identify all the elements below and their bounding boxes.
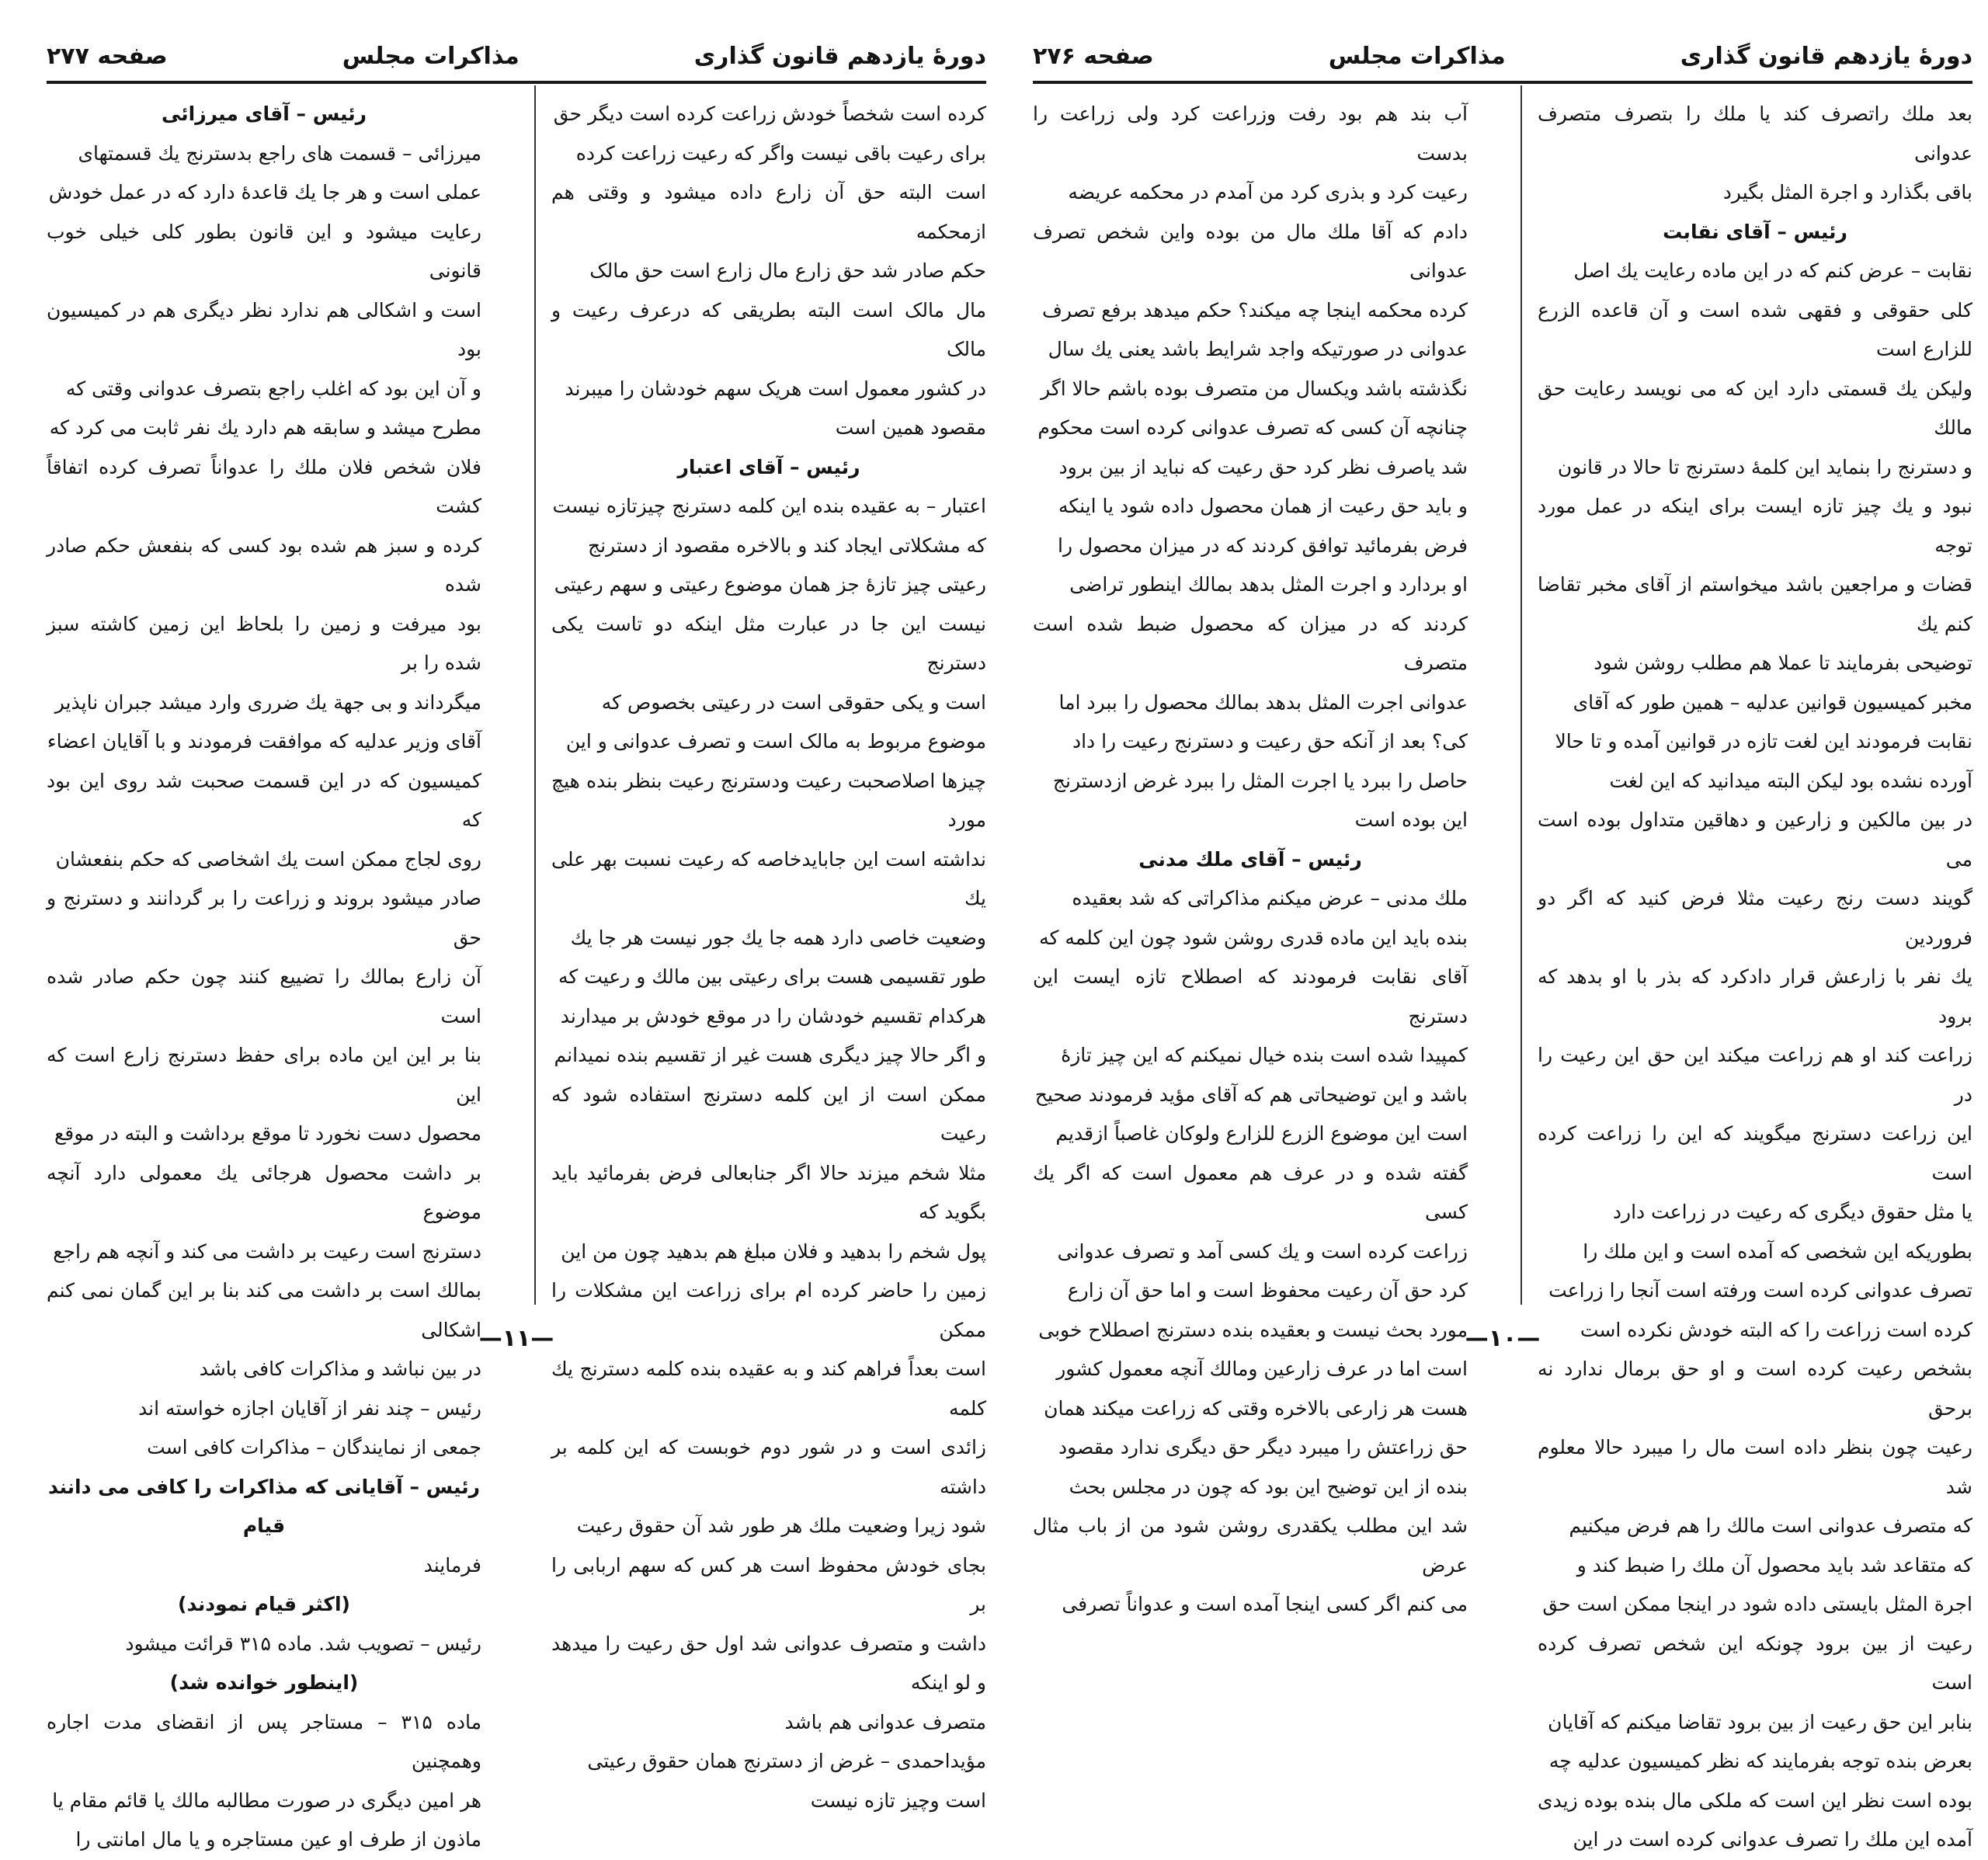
text-line: بنابر این حق رعیت از بین برود تقاضا میکنم که آقایان — [1548, 1710, 1972, 1733]
text-line: کرده محکمه اینجا چه میکند؟ حکم میدهد برفع تصرف — [1041, 298, 1468, 322]
text-line: توضیحی بفرمایند تا عملا هم مطلب روشن شود — [1594, 652, 1972, 674]
text-line: آمده این ملك را تصرف عدوانی کرده است در این — [1573, 1828, 1972, 1851]
text-line: بنا بر این این ماده برای حفظ دسترنج زارع است که این — [47, 1044, 481, 1106]
text-line: آن زارع بمالك را تضییع کنند چون حکم صادر شده است — [47, 965, 481, 1027]
text-line: رعیت از بین برود چونکه این شخص تصرف کرده است — [1538, 1632, 1972, 1694]
page-footer: —۱۰— — [1465, 1325, 1541, 1352]
text-line: باشد و این توضیحاتی هم که آقای مؤید فرمودند صحیح — [1034, 1083, 1468, 1106]
text-line: عملی است و هر جا یك قاعدهٔ دارد كه در عمل خودش — [48, 181, 481, 203]
text-line: چیزها اصلاصحبت رعیت ودسترنج رعیت بنظر بنده هیچ مورد — [551, 769, 986, 831]
text-line: مؤیداحمدی – غرض از دسترنج همان حقوق رعیتی — [587, 1750, 986, 1772]
text-line: رئیس – آقایانی که مذاکرات را کافی می دانند قیام — [48, 1475, 480, 1537]
text-line: دادم که آقا ملك مال من بوده واین شخص تصرف عدوانی — [1033, 220, 1468, 282]
text-line: ولیکن یك قسمتی دارد این که می نویسد رعایت حق مالك — [1538, 377, 1972, 439]
text-line: می کنم اگر کسی اینجا آمده است و عدواناً تصرفی — [1062, 1593, 1468, 1615]
text-line: چنانچه آن کسی که تصرف عدوانی کرده است محکوم — [1037, 416, 1468, 439]
text-line: میرزائی – قسمت های راجع بدسترنج یك قسمتهای — [78, 141, 481, 165]
text-line: بجای خودش محفوظ است هر کس که سهم اربابی را بر — [551, 1553, 986, 1615]
text-line: موضوع مربوط به مالک است و تصرف عدوانی و این — [565, 730, 986, 753]
text-line: در کشور معمول است هریک سهم خودشان را میبرند — [565, 377, 986, 400]
column-lines — [47, 95, 481, 1860]
text-line: محصول دست نخورد تا موقع برداشت و البته در موقع — [54, 1122, 481, 1145]
text-line: شد یاصرف نظر کرد حق رعیت که نباید از بین برود — [1058, 455, 1468, 478]
text-line: باقی بگذارد و اجرة المثل بگیرد — [1722, 181, 1972, 203]
text-line: که متقاعد شد باید محصول آن ملك را ضبط کند و — [1576, 1553, 1972, 1577]
text-line: اجرة المثل بایستی داده شود در اینجا ممکن است حق — [1542, 1593, 1972, 1615]
text-line: حق زراعتش را میبرد دیگر حق دیگری ندارد مقصود — [1058, 1436, 1468, 1458]
text-line: مقصود همین است — [835, 416, 986, 439]
text-column-left — [1033, 95, 1468, 1615]
text-line: روی لجاج ممکن است یك اشخاصی که حکم بنفعشان — [55, 847, 481, 871]
text-line: بوده است نظر این است که ملکی مال بنده بوده زیدی — [1538, 1789, 1972, 1812]
text-line: طور تقسیمی هست برای رعیتی بین مالك و رعیت كه — [558, 965, 986, 988]
text-line: هركدام تقسیم خودشان را در موقع خودش بر میدارند — [560, 1004, 986, 1027]
text-line: هر امین دیگری در صورت مطالبه مالك یا قائم مقام یا — [52, 1789, 481, 1812]
text-line: است این موضوع الزرع للزارع ولوکان غاصباً ازقدیم — [1055, 1122, 1468, 1145]
text-column-right — [1538, 95, 1972, 1851]
header-session: دورهٔ یازدهم قانون گذاری — [693, 42, 986, 70]
header-title: مذاکرات مجلس — [1328, 42, 1506, 70]
text-line: حکم صادر شد حق زارع مال زارع است حق مالک — [589, 259, 986, 282]
text-line: که مشکلاتی ایجاد کند و بالاخره مقصود از دسترنج — [587, 534, 986, 557]
right-page — [1017, 0, 1988, 1851]
text-line: بنده باید این ماده قدری روشن شود چون این کلمه که — [1039, 926, 1468, 949]
text-line: کرده است شخصاً خودش زراعت کرده است دیگر حق — [553, 103, 986, 125]
text-line: متصرف عدوانی هم باشد — [784, 1710, 986, 1733]
text-line: حاصل را ببرد یا اجرت المثل را ببرد غرض ازدسترنج — [1052, 769, 1468, 792]
text-line: ممکن است از این کلمه دسترنج استفاده شود که رعیت — [551, 1083, 986, 1145]
text-line: یك نفر با زارعش قرار دادکرد که بذر با او بدهد که برود — [1538, 965, 1972, 1027]
text-line: بعرض بنده توجه بفرمایند که نظر کمیسیون عدلیه چه — [1548, 1750, 1972, 1772]
text-line: مال مالک است البته بطریقی که درعرف رعیت و مالک — [551, 298, 986, 360]
text-line: است وچیز تازه نیست — [810, 1789, 986, 1812]
header-rule — [1033, 81, 1972, 84]
text-line: که متصرف عدوانی است مالك را هم فرض میکنیم — [1569, 1514, 1972, 1537]
text-line: رعایت میشود و این قانون بطور کلی خیلی خوب قانونی — [47, 220, 481, 282]
text-line: میگرداند و بی جهة یك ضرری وارد میشد جبران ناپذیر — [54, 690, 481, 714]
text-line: بر داشت محصول هرجائی یك معمولی دارد آنچه موضوع — [47, 1161, 481, 1223]
text-line: کردند که در میزان که محصول ضبط شده است متصرف — [1033, 612, 1468, 674]
text-line: رئیس – آقای نقابت — [1663, 220, 1847, 243]
text-column-left — [47, 95, 482, 1851]
text-line: نداشته است این جابایدخاصه که رعیت نسبت بهر علی یك — [551, 847, 986, 909]
text-line: این زراعت دسترنج میگویند که این را زراعت کرده است — [1538, 1122, 1972, 1184]
header-title: مذاکرات مجلس — [342, 42, 520, 70]
column-lines — [551, 95, 986, 1820]
text-line: دسترنج است رعیت بر داشت می کند و آنچه هم راجع — [53, 1239, 481, 1263]
column-divider — [1521, 85, 1522, 1305]
text-line: آب بند هم بود رفت وزراعت کرد ولی زراعت را بدست — [1033, 103, 1468, 165]
text-line: مطرح میشد و سابقه هم دارد یك نفر ثابت می کرد که — [49, 416, 481, 439]
text-line: برای رعیت باقی نیست واگر که رعیت زراعت کرده — [575, 141, 986, 165]
text-line: فلان شخص فلان ملك را عدواناً تصرف کرده اتفاقاً کشت — [47, 455, 481, 517]
text-line: جمعی از نمایندگان – مذاکرات کافی است — [147, 1436, 481, 1458]
text-line: است اما در عرف زارعین ومالك آنچه معمول کشور — [1056, 1358, 1468, 1380]
text-line: کلی حقوقی و فقهی شده است و آن قاعده الزرع للزارع است — [1538, 298, 1972, 360]
text-line: بنده از این توضیح این بود که چون در مجلس بحث — [1069, 1475, 1468, 1498]
text-line: (اکثر قیام نمودند) — [178, 1593, 350, 1615]
text-line: بطوریکه این شخصی که آمده است و این ملك را — [1583, 1239, 1972, 1263]
text-line: نقابت – عرض کنم که در این ماده رعایت یك اصل — [1573, 259, 1972, 282]
text-line: کمپیدا شده است بنده خیال نمیکنم که این چیز تازهٔ — [1061, 1044, 1468, 1066]
text-line: بشخص رعیت کرده است و او حق برمال ندارد نه برحق — [1538, 1358, 1972, 1420]
text-line: رئیس – آقای میرزائی — [161, 103, 367, 125]
text-line: آورده نشده بود لیکن البته میدانید که این لغت — [1609, 769, 1972, 792]
text-line: نبود و یك چیز تازه ایست برای اینکه در عمل مورد توجه — [1538, 495, 1972, 557]
text-line: قضات و مراجعین باشد میخواستم از آقای مخبر تقاضا کنم یك — [1538, 573, 1972, 635]
column-lines — [1538, 95, 1972, 1860]
text-line: یا مثل حقوق دیگری که رعیت در زراعت دارد — [1612, 1201, 1972, 1223]
text-line: زائدی است و در شور دوم خوبست که این کلمه بر داشته — [551, 1436, 986, 1498]
text-line: تصرف عدوانی کرده است ورفته است آنجا را زراعت — [1548, 1279, 1972, 1302]
text-line: مورد بحث نیست و بعقیده بنده دسترنج اصطلاح خوبی — [1038, 1318, 1468, 1341]
text-line: کرده است زراعت را که البته خودش نکرده است — [1580, 1318, 1972, 1341]
text-line: رئیس – تصویب شد. ماده ۳۱۵ قرائت میشود — [125, 1632, 481, 1655]
page-header — [47, 34, 986, 78]
text-line: ملك مدنی – عرض میکنم مذاکراتی که شد بعقیده — [1072, 887, 1468, 909]
left-page — [31, 0, 1002, 1851]
header-session: دورهٔ یازدهم قانون گذاری — [1680, 42, 1972, 70]
text-line: زراعت کرده است و یك کسی آمد و تصرف عدوانی — [1057, 1239, 1468, 1263]
text-line: و اگر حالا چیز دیگری هست غیر از تقسیم بنده نمیدانم — [554, 1044, 986, 1066]
text-line: بعد ملك راتصرف کند یا ملك را بتصرف متصرف عدوانی — [1538, 103, 1972, 165]
text-line: رعیت کرد و بذری کرد من آمدم در محکمه عریضه — [1068, 181, 1468, 203]
text-line: است و اشکالی هم ندارد نظر دیگری هم در کمیسیون بود — [47, 298, 481, 360]
text-line: است البته حق آن زارع داده میشود و وقتی هم ازمحکمه — [551, 181, 986, 243]
text-line: و آن این بود که اغلب راجع بتصرف عدوانی وقتی که — [65, 377, 481, 400]
text-line: صادر میشود بروند و زراعت را بر گردانند و دسترنج و حق — [47, 887, 481, 949]
text-line: رئیس – آقای اعتبار — [677, 455, 860, 478]
text-line: آقای وزیر عدلیه که موافقت فرمودند و با آقایان اعضاء — [47, 730, 481, 753]
text-line: است و یکی حقوقی است در رعیتی بخصوص که — [601, 690, 986, 714]
page-header — [1033, 34, 1972, 78]
text-line: رئیس – آقای ملك مدنی — [1138, 847, 1362, 871]
text-line: رعیت چون بنظر داده است مال را میبرد حالا معلوم شد — [1538, 1436, 1972, 1498]
text-line: بود میرفت و زمین را بلحاظ این زمین کاشته سبز شده را بر — [47, 612, 481, 674]
column-lines — [1033, 95, 1468, 1625]
text-line: فرض بفرمائید توافق کردند که در میزان محصول را — [1058, 534, 1468, 557]
text-line: (اینطور خوانده شد) — [169, 1671, 359, 1694]
text-line: شود زیرا وضعیت ملك هر طور شد آن حقوق رعیت — [576, 1514, 986, 1537]
text-line: هست هر زارعی بالاخره وقتی که زراعت میکند همان — [1044, 1396, 1468, 1420]
text-line: ماذون از طرف او عین مستاجره و یا مال امانتی را — [75, 1828, 481, 1851]
text-line: کرده و سبز هم شده بود کسی که بنفعش حکم صادر شده — [47, 534, 481, 596]
text-line: در بین مالکین و زارعین و دهاقین متداول بوده است می — [1538, 808, 1972, 871]
page-footer: —۱۱— — [478, 1325, 554, 1352]
text-line: عدوانی اجرت المثل بدهد بمالك محصول را ببرد اما — [1058, 690, 1468, 714]
text-line: نقابت فرمودند این لغت تازه در قوانین آمده و تا حالا — [1555, 730, 1972, 753]
text-line: داشت و متصرف عدوانی شد اول حق رعیت را میدهد و لو اینکه — [551, 1632, 986, 1694]
text-line: در بین نباشد و مذاکرات کافی باشد — [199, 1358, 481, 1380]
text-line: کی؟ بعد از آنکه حق رعیت و دسترنج رعیت را داد — [1072, 730, 1468, 753]
text-line: است بعداً فراهم کند و به عقیده بنده کلمه دسترنج یك کلمه — [551, 1358, 986, 1420]
text-line: فرمایند — [423, 1553, 481, 1577]
page-number: صفحه ۲۷۷ — [47, 42, 168, 70]
text-line: این بوده است — [1354, 808, 1468, 831]
text-line: بمالك است بر داشت می کند بنا بر این گمان نمی کنم اشکالی — [47, 1279, 481, 1341]
text-line: آقای نقابت فرمودند که اصطلاح تازه ایست این دسترنج — [1033, 965, 1468, 1027]
text-line: کمیسیون که در این قسمت صحبت شد روی این بود که — [47, 769, 481, 831]
text-line: ماده ۳۱۵ – مستاجر پس از انقضای مدت اجاره وهمچنین — [47, 1710, 482, 1772]
text-line: اعتبار – به عقیده بنده این کلمه دسترنج چیزتازه نیست — [552, 495, 986, 517]
text-line: پول شخم را بدهید و فلان مبلغ هم بدهید چون من این — [561, 1239, 986, 1263]
text-line: و دسترنج را بنماید این کلمهٔ دسترنج تا حالا در قانون — [1557, 455, 1972, 478]
column-divider — [534, 85, 536, 1305]
text-line: زمین را حاضر کرده ام برای زراعت این مشکلات را ممکن — [551, 1279, 986, 1341]
text-line: مثلا شخم میزند حالا اگر جنابعالی فرض بفرمائید باید بگوید که — [551, 1161, 986, 1223]
header-rule — [47, 81, 986, 84]
text-line: زراعت کند او هم زراعت میکند این حق این رعیت را در — [1538, 1044, 1972, 1106]
text-line: کرد حق آن رعیت محفوظ است و اما حق آن زارع — [1067, 1279, 1468, 1302]
text-line: رعیتی چیز تازهٔ جز همان موضوع رعیتی و سهم رعیتی — [554, 573, 986, 596]
text-line: گفته شده و در عرف هم معمول است که اگر یك کسی — [1033, 1161, 1468, 1223]
text-line: رئیس – چند نفر از آقایان اجازه خواسته اند — [138, 1396, 481, 1420]
text-line: نیست این جا در عبارت مثل اینکه دو تاست یکی دسترنج — [551, 612, 986, 674]
text-line: نگذشته باشد ویکسال من متصرف بوده باشم حالا اگر — [1041, 377, 1468, 400]
text-column-right — [551, 95, 986, 1812]
page-number: صفحه ۲۷۶ — [1033, 42, 1154, 70]
text-line: گویند دست رنج رعیت مثلا فرض کنید که اگر دو فروردین — [1538, 887, 1972, 949]
text-line: مخبر کمیسیون قوانین عدلیه – همین طور که آقای — [1573, 690, 1972, 714]
text-line: او بردارد و اجرت المثل بدهد بمالك اینطور تراضی — [1069, 573, 1468, 596]
text-line: و باید حق رعیت از همان محصول داده شود یا اینکه — [1058, 495, 1468, 517]
text-line: عدوانی در صورتیکه واجد شرایط باشد یعنی یك سال — [1048, 338, 1468, 360]
text-line: وضعیت خاصی دارد همه جا یك جور نیست هر جا یك — [570, 926, 986, 949]
text-line: شد این مطلب یکقدری روشن شود من از باب مثال عرض — [1033, 1514, 1468, 1577]
